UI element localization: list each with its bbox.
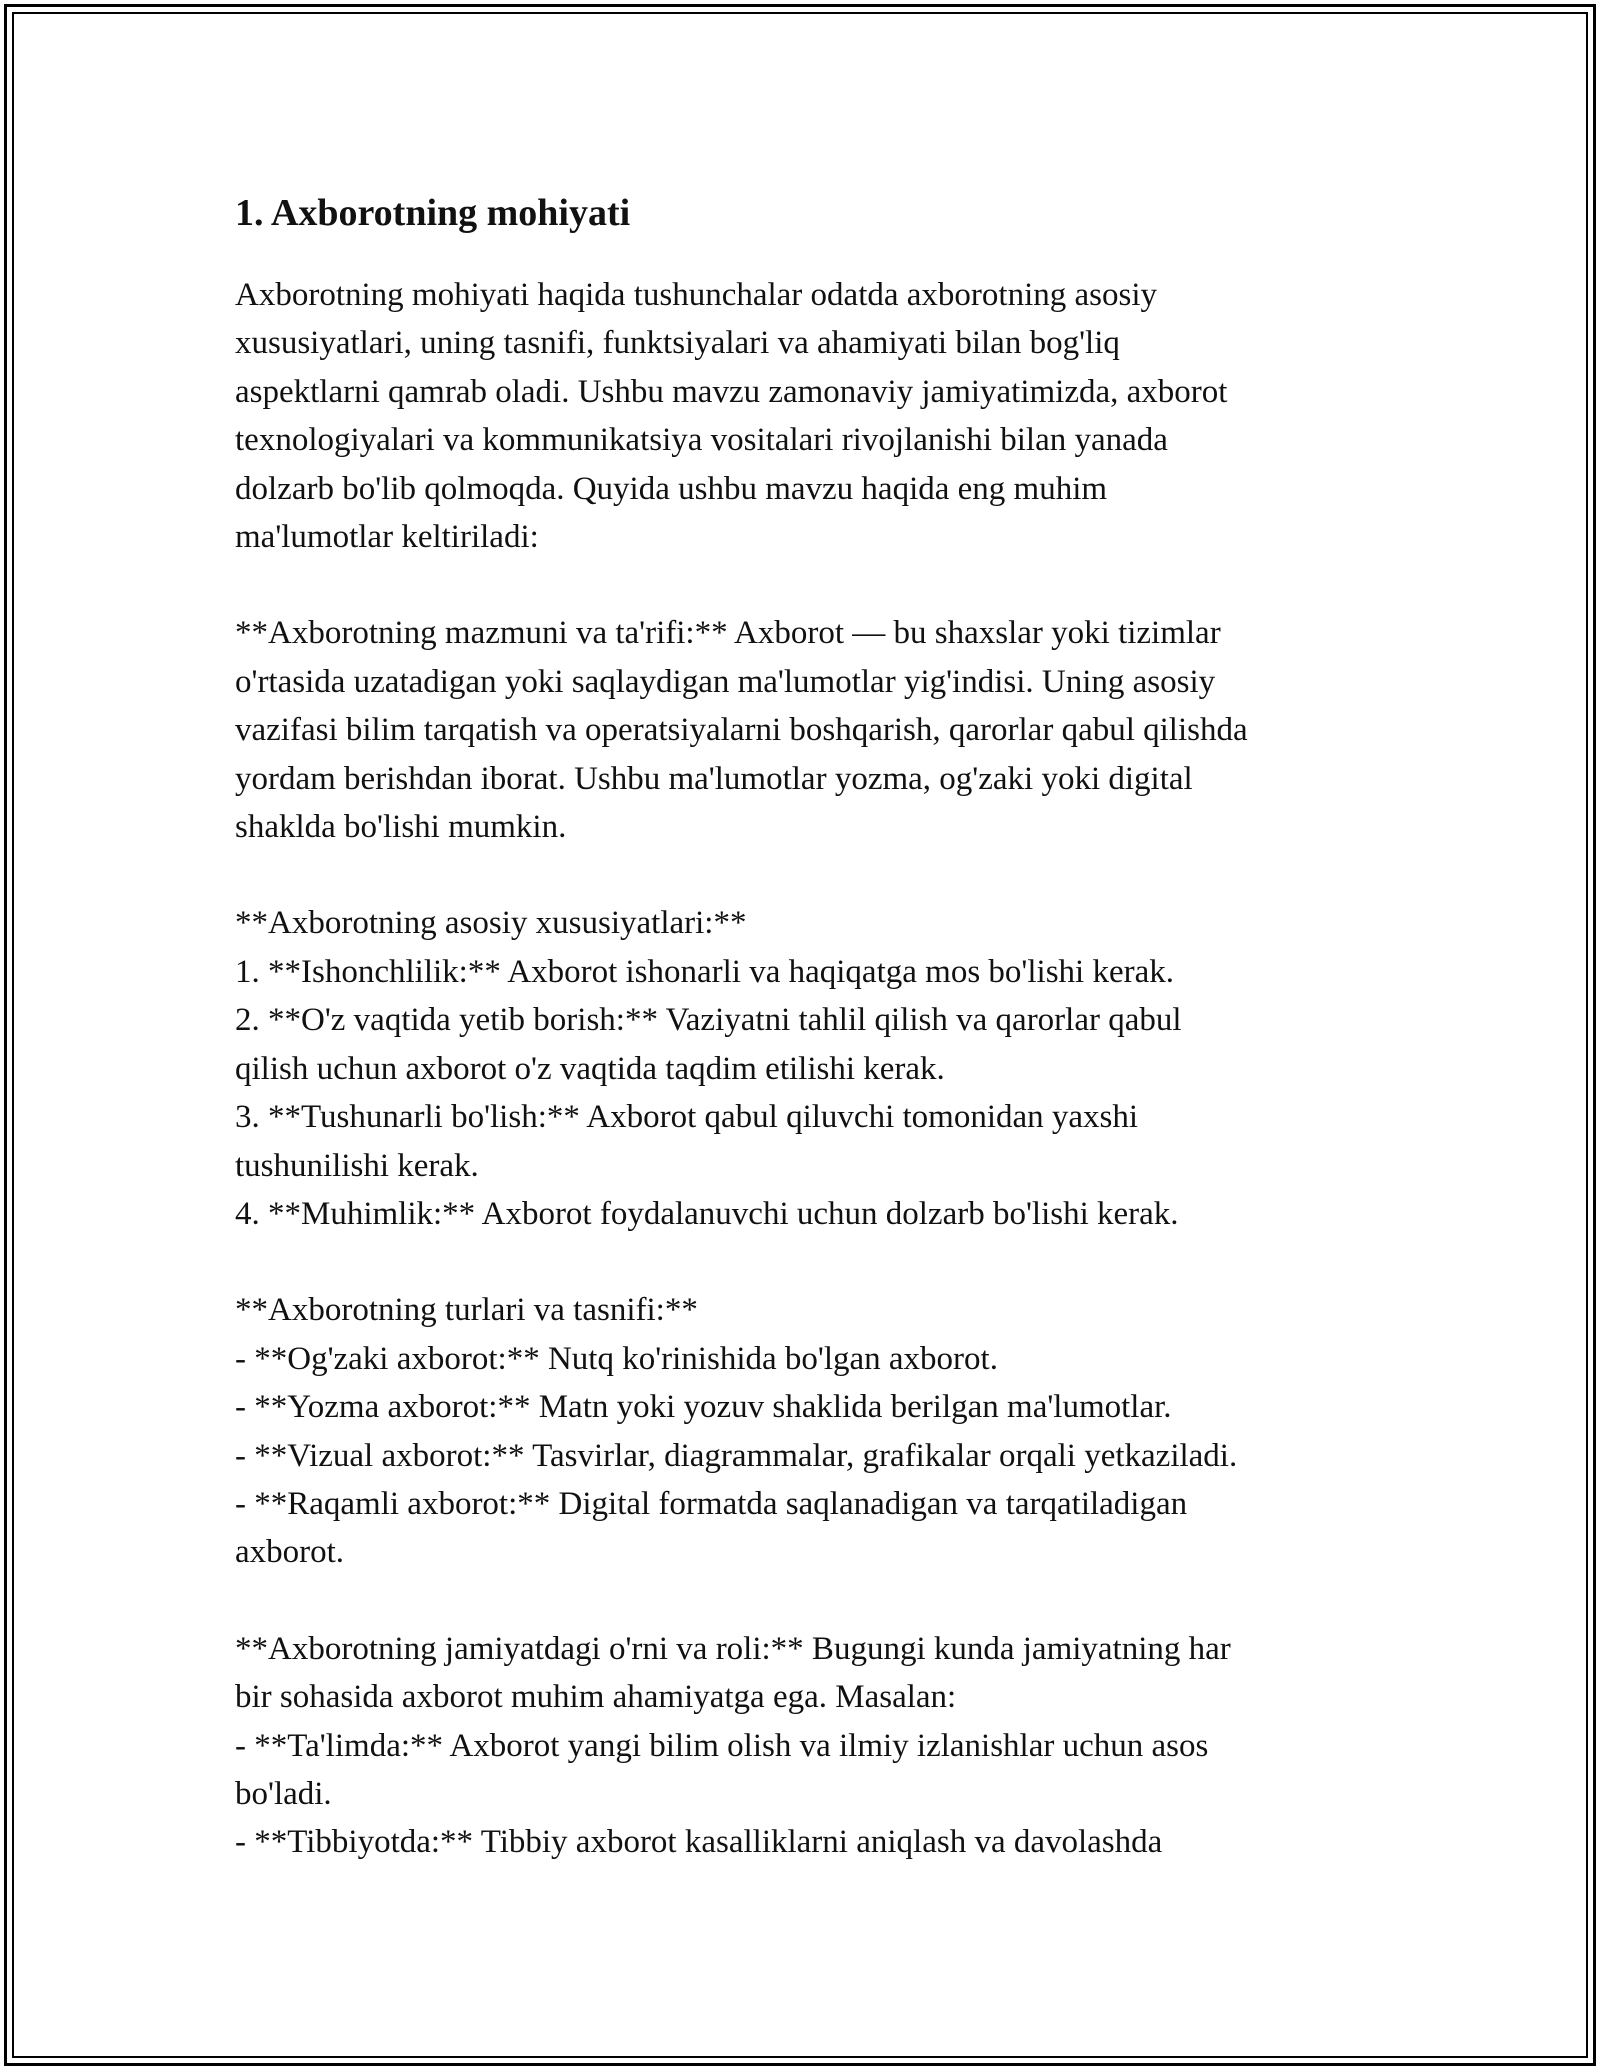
text-line: o'rtasida uzatadigan yoki saqlaydigan ma'lumotlar yig'indisi. Uning asosiy xyxy=(235,663,1216,700)
text-line: shaklda bo'lishi mumkin. xyxy=(235,809,567,846)
list-item: 2. **O'z vaqtida yetib borish:** Vaziyatni tahlil qilish va qarorlar qabul xyxy=(235,1002,1182,1039)
text-line: bo'ladi. xyxy=(235,1775,332,1812)
text-line: **Axborotning mazmuni va ta'rifi:** Axborot — bu shaxslar yoki tizimlar xyxy=(235,615,1221,652)
types-paragraph xyxy=(235,1286,1385,1576)
list-item: - **Yozma axborot:** Matn yoki yozuv shaklida berilgan ma'lumotlar. xyxy=(235,1389,1172,1426)
text-line: vazifasi bilim tarqatish va operatsiyalarni boshqarish, qarorlar qabul qilishda xyxy=(235,712,1248,749)
section-heading: 1. Axborotning mohiyati xyxy=(235,192,631,234)
properties-paragraph xyxy=(235,899,1385,1238)
text-line: axborot. xyxy=(235,1534,345,1571)
text-line: texnologiyalari va kommunikatsiya vositalari rivojlanishi bilan yanada xyxy=(235,422,1168,459)
text-line: **Axborotning turlari va tasnifi:** xyxy=(235,1292,698,1329)
definition-paragraph xyxy=(235,609,1385,851)
list-item: - **Og'zaki axborot:** Nutq ko'rinishida bo'lgan axborot. xyxy=(235,1340,998,1377)
list-item: - **Raqamli axborot:** Digital formatda saqlanadigan va tarqatiladigan xyxy=(235,1485,1188,1522)
list-item: 1. **Ishonchlilik:** Axborot ishonarli va haqiqatga mos bo'lishi kerak. xyxy=(235,953,1174,990)
text-line: qilish uchun axborot o'z vaqtida taqdim etilishi kerak. xyxy=(235,1050,945,1087)
list-item: 4. **Muhimlik:** Axborot foydalanuvchi uchun dolzarb bo'lishi kerak. xyxy=(235,1195,1179,1232)
text-line: tushunilishi kerak. xyxy=(235,1147,479,1184)
document-body xyxy=(235,185,1385,1915)
text-line: xususiyatlari, uning tasnifi, funktsiyalari va ahamiyati bilan bog'liq xyxy=(235,325,1120,362)
list-item: - **Vizual axborot:** Tasvirlar, diagrammalar, grafikalar orqali yetkaziladi. xyxy=(235,1437,1238,1474)
text-line: ma'lumotlar keltiriladi: xyxy=(235,519,539,556)
text-line: yordam berishdan iborat. Ushbu ma'lumotlar yozma, og'zaki yoki digital xyxy=(235,760,1193,797)
text-line: Axborotning mohiyati haqida tushunchalar odatda axborotning asosiy xyxy=(235,277,1157,313)
text-line: dolzarb bo'lib qolmoqda. Quyida ushbu mavzu haqida eng muhim xyxy=(235,470,1108,507)
text-line: bir sohasida axborot muhim ahamiyatga ega. Masalan: xyxy=(235,1679,957,1716)
list-item: - **Tibbiyotda:** Tibbiy axborot kasalliklarni aniqlash va davolashda xyxy=(235,1824,1163,1861)
text-line: **Axborotning jamiyatdagi o'rni va roli:** Bugungi kunda jamiyatning har xyxy=(235,1630,1231,1667)
text-line: aspektlarni qamrab oladi. Ushbu mavzu zamonaviy jamiyatimizda, axborot xyxy=(235,373,1228,410)
society-role-paragraph xyxy=(235,1625,1385,1867)
list-item: 3. **Tushunarli bo'lish:** Axborot qabul qiluvchi tomonidan yaxshi xyxy=(235,1099,1139,1136)
text-line: **Axborotning asosiy xususiyatlari:** xyxy=(235,905,747,942)
intro-paragraph xyxy=(235,271,1385,561)
list-item: - **Ta'limda:** Axborot yangi bilim olish va ilmiy izlanishlar uchun asos xyxy=(235,1727,1209,1764)
